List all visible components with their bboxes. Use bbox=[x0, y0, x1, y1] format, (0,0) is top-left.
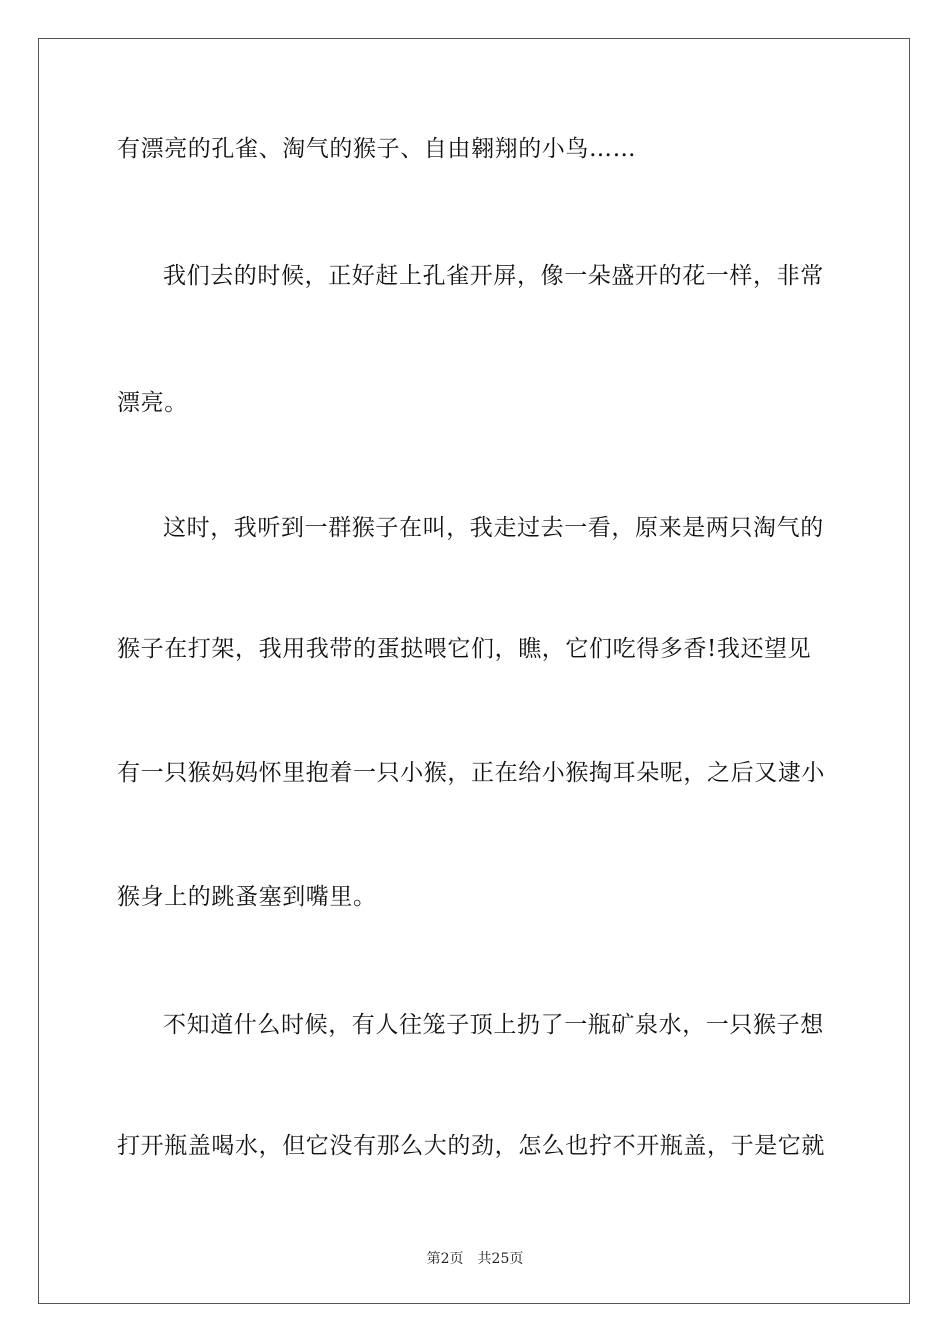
page-total: 共25页 bbox=[477, 1251, 524, 1267]
paragraph-line: 我们去的时候，正好赶上孔雀开屏，像一朵盛开的花一样，非常 bbox=[163, 263, 824, 289]
paragraph-line: 猴子在打架，我用我带的蛋挞喂它们，瞧，它们吃得多香!我还望见 bbox=[117, 636, 812, 662]
page-footer bbox=[0, 1248, 950, 1268]
paragraph-line: 不知道什么时候，有人往笼子顶上扔了一瓶矿泉水，一只猴子想 bbox=[163, 1012, 824, 1038]
paragraph-line: 打开瓶盖喝水，但它没有那么大的劲，怎么也拧不开瓶盖，于是它就 bbox=[117, 1133, 825, 1159]
page-number: 第2页 bbox=[426, 1251, 464, 1267]
paragraph-line: 猴身上的跳蚤塞到嘴里。 bbox=[117, 884, 377, 910]
paragraph-line: 有一只猴妈妈怀里抱着一只小猴，正在给小猴掏耳朵呢，之后又逮小 bbox=[117, 760, 825, 786]
page-border bbox=[38, 38, 910, 1304]
paragraph-line: 有漂亮的孔雀、淘气的猴子、自由翱翔的小鸟…… bbox=[117, 136, 637, 162]
paragraph-line: 这时，我听到一群猴子在叫，我走过去一看，原来是两只淘气的 bbox=[163, 515, 824, 541]
paragraph-line: 漂亮。 bbox=[117, 390, 188, 416]
